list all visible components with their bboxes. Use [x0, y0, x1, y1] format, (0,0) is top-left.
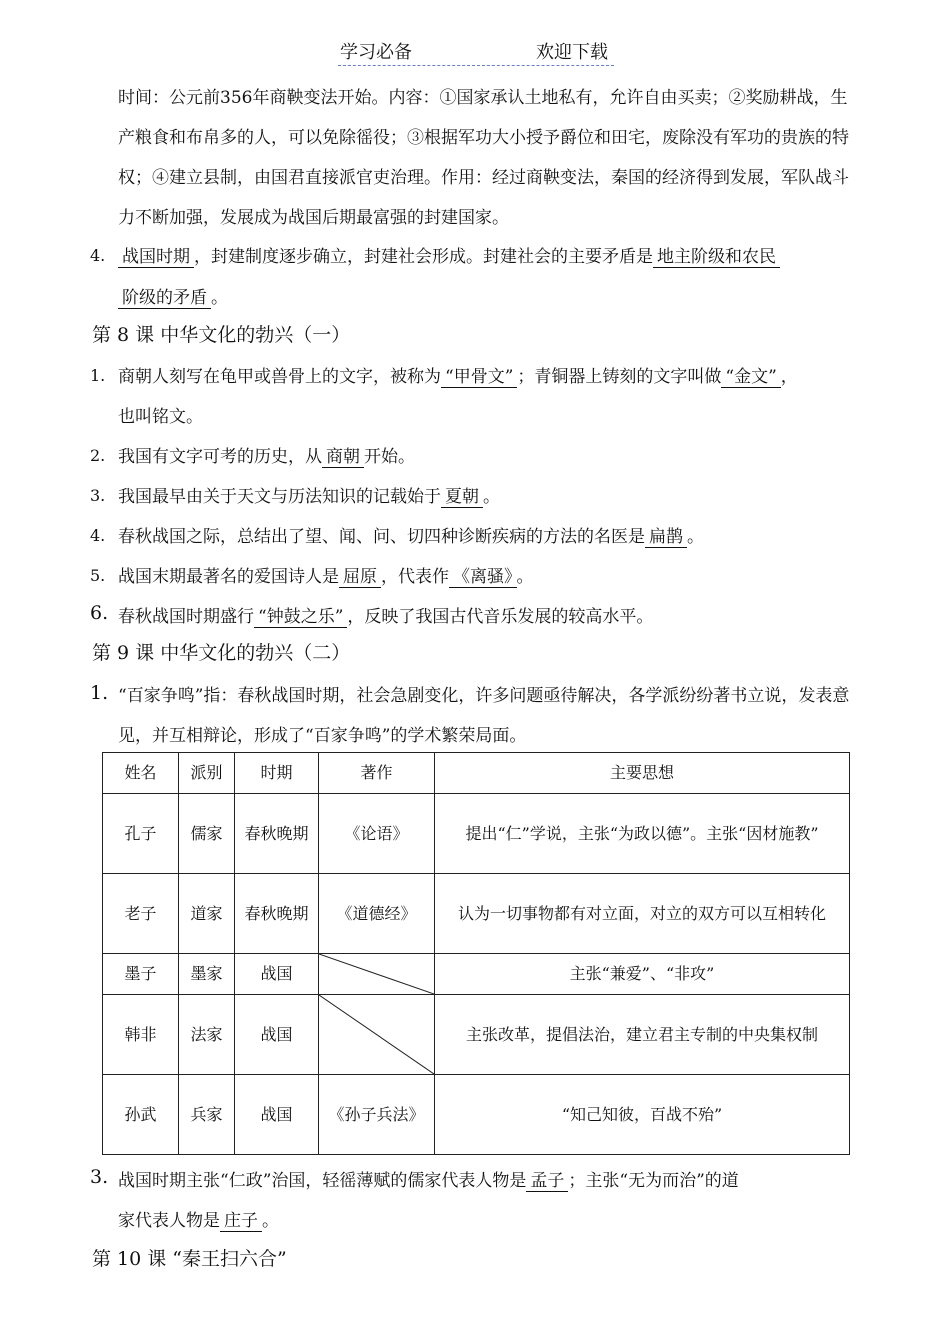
table-header-row — [103, 753, 850, 794]
l8-item4 — [118, 522, 704, 550]
cell-work: 《孙子兵法》 — [319, 1075, 435, 1155]
cell-work: 《论语》 — [319, 794, 435, 874]
item-number: 2. — [90, 446, 106, 465]
table-row — [103, 995, 850, 1075]
l9-item3-line2 — [118, 1206, 279, 1234]
item-number: 4. — [90, 526, 106, 545]
cell-thought: 提出“仁”学说，主张“为政以德”。主张“因材施教” — [435, 794, 850, 874]
answer-blank: 战国时期 — [118, 247, 194, 268]
answer-blank: “钟鼓之乐” — [254, 607, 347, 628]
answer-blank: 《离骚》 — [449, 567, 517, 588]
cell-work: 《道德经》 — [319, 874, 435, 954]
l8-item2 — [118, 442, 415, 470]
l8-item5 — [118, 562, 534, 590]
cell-period: 战国 — [235, 954, 319, 995]
page-header — [0, 38, 950, 68]
cell-thought: “知己知彼，百战不殆” — [435, 1075, 850, 1155]
item4-end: 。 — [211, 288, 228, 308]
header-left: 学习必备 — [340, 42, 412, 63]
item4-line1 — [118, 242, 780, 270]
cell-period: 战国 — [235, 1075, 319, 1155]
header-right: 欢迎下载 — [536, 42, 608, 63]
item-text: 。 — [483, 487, 500, 507]
item-text: ；主张“无为而治”的道 — [568, 1171, 739, 1191]
cell-period: 春秋晚期 — [235, 874, 319, 954]
cell-school: 墨家 — [179, 954, 235, 995]
cell-thought: 主张改革，提倡法治，建立君主专制的中央集权制 — [435, 995, 850, 1075]
shang-yang-paragraph: 时间：公元前356年商鞅变法开始。内容：①国家承认土地私有，允许自由买卖；②奖励耕战，生产粮食和布帛多的人，可以免除徭役；③根据军功大小授予爵位和田宅，废除没有军功的贵族的特权；④建立县制，由国君直接派官吏治理。作用：经过商鞅变法，秦国的经济得到发展，军队战斗力不断加强，发展成为战国后期最富强的封建国家。 — [118, 88, 849, 228]
l8-item6 — [118, 602, 653, 630]
cell-work-empty — [319, 995, 435, 1075]
item-number: 1. — [90, 366, 106, 385]
item-text: 开始。 — [364, 447, 415, 467]
table-row — [103, 954, 850, 995]
item-number: 5. — [90, 566, 106, 585]
header-rule — [338, 65, 614, 66]
cell-school: 儒家 — [179, 794, 235, 874]
hundred-schools-paragraph: “百家争鸣”指：春秋战国时期，社会急剧变化，许多问题亟待解决，各学派纷纷著书立说，发表意见，并互相辩论，形成了“百家争鸣”的学术繁荣局面。 — [118, 686, 850, 746]
item-number: 3. — [90, 486, 106, 505]
item-text: 商朝人刻写在龟甲或兽骨上的文字，被称为 — [118, 367, 441, 387]
answer-blank: 地主阶级和农民 — [653, 247, 780, 268]
l8-item3 — [118, 482, 500, 510]
item4-text: ，封建制度逐步确立，封建社会形成。封建社会的主要矛盾是 — [194, 247, 653, 267]
item4-line2 — [118, 283, 228, 311]
hundred-schools-table — [102, 752, 850, 1155]
column-header: 主要思想 — [435, 753, 850, 794]
cell-school: 道家 — [179, 874, 235, 954]
item-text: 家代表人物是 — [118, 1211, 220, 1231]
item-text: 。 — [687, 527, 704, 547]
l9-item3-line1 — [118, 1166, 739, 1194]
answer-blank: 孟子 — [526, 1171, 568, 1192]
cell-name: 墨子 — [103, 954, 179, 995]
item-number: 1. — [90, 682, 109, 704]
item-text: 春秋战国时期盛行 — [118, 607, 254, 627]
lesson8-title: 第 8 课 中华文化的勃兴（一） — [92, 324, 351, 346]
item-number: 4. — [90, 246, 106, 265]
answer-blank: 夏朝 — [441, 487, 483, 508]
cell-school: 兵家 — [179, 1075, 235, 1155]
table-row — [103, 1075, 850, 1155]
column-header: 姓名 — [103, 753, 179, 794]
answer-blank: 庄子 — [220, 1211, 262, 1232]
l8-item1-line2: 也叫铭文。 — [118, 407, 203, 427]
answer-blank: 阶级的矛盾 — [118, 288, 211, 309]
item-text: ， — [780, 367, 798, 387]
answer-blank: “金文” — [721, 367, 780, 388]
diagonal-slash — [319, 954, 434, 994]
item-text: 。 — [516, 567, 534, 587]
item-text: 我国有文字可考的历史，从 — [118, 447, 322, 467]
table-row — [103, 874, 850, 954]
item-text: ，反映了我国古代音乐发展的较高水平。 — [347, 607, 654, 627]
item-text: 。 — [262, 1211, 279, 1231]
item-number: 3. — [90, 1166, 109, 1188]
cell-name: 孔子 — [103, 794, 179, 874]
table-row — [103, 794, 850, 874]
cell-school: 法家 — [179, 995, 235, 1075]
answer-blank: “甲骨文” — [441, 367, 517, 388]
cell-thought: 认为一切事物都有对立面，对立的双方可以互相转化 — [435, 874, 850, 954]
cell-thought: 主张“兼爱”、“非攻” — [435, 954, 850, 995]
diagonal-slash — [319, 995, 434, 1074]
item-text: 战国时期主张“仁政”治国，轻徭薄赋的儒家代表人物是 — [118, 1171, 527, 1191]
item-text: ，代表作 — [381, 567, 449, 587]
cell-work-empty — [319, 954, 435, 995]
lesson10-title: 第 10 课 “秦王扫六合” — [92, 1248, 287, 1270]
cell-name: 老子 — [103, 874, 179, 954]
cell-name: 韩非 — [103, 995, 179, 1075]
item-text: ；青铜器上铸刻的文字叫做 — [517, 367, 722, 387]
item-number: 6. — [90, 602, 109, 624]
answer-blank: 扁鹊 — [645, 527, 687, 548]
column-header: 时期 — [235, 753, 319, 794]
cell-period: 战国 — [235, 995, 319, 1075]
item-text: 我国最早由关于天文与历法知识的记载始于 — [118, 487, 441, 507]
item-text: 春秋战国之际，总结出了望、闻、问、切四种诊断疾病的方法的名医是 — [118, 527, 645, 547]
lesson9-title: 第 9 课 中华文化的勃兴（二） — [92, 642, 351, 664]
answer-blank: 屈原 — [339, 567, 381, 588]
item-text: 战国末期最著名的爱国诗人是 — [118, 567, 339, 587]
l8-item1-line1 — [118, 362, 798, 390]
column-header: 著作 — [319, 753, 435, 794]
cell-name: 孙武 — [103, 1075, 179, 1155]
answer-blank: 商朝 — [322, 447, 364, 468]
cell-period: 春秋晚期 — [235, 794, 319, 874]
column-header: 派别 — [179, 753, 235, 794]
